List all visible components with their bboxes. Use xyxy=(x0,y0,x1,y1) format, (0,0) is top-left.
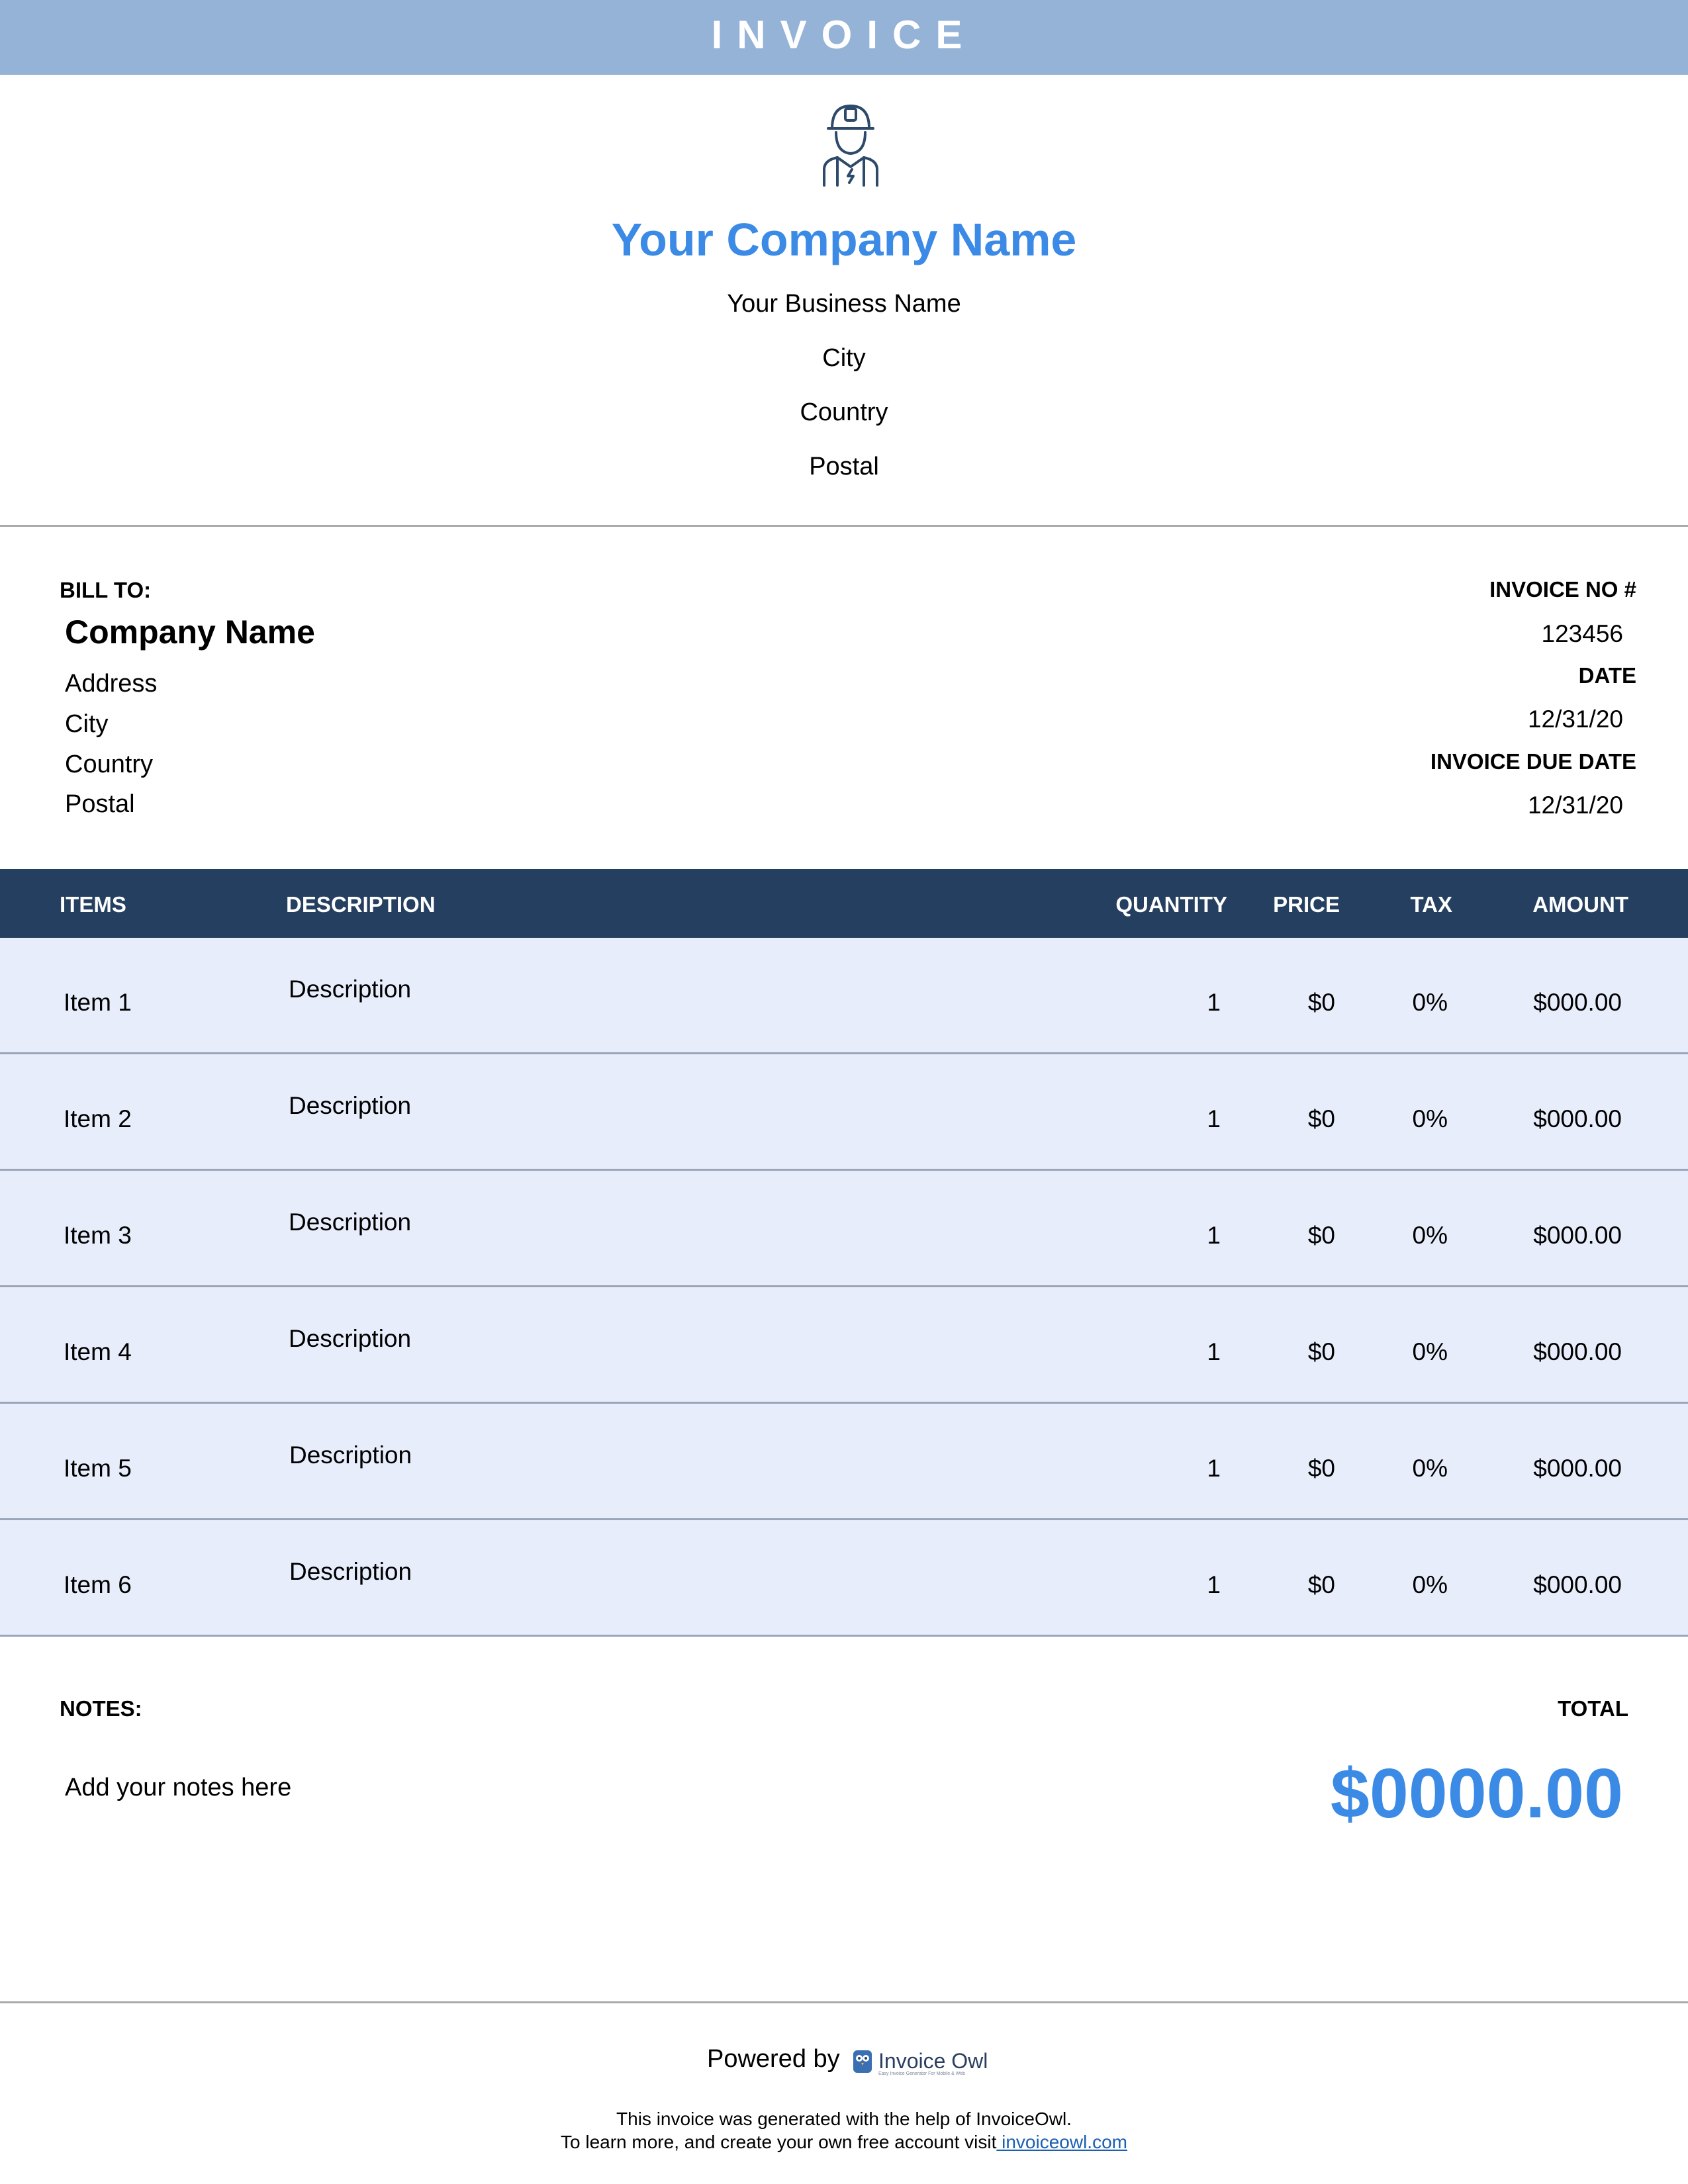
divider xyxy=(0,525,1688,527)
row-description: Description xyxy=(289,1092,412,1119)
invoice-no-label: INVOICE NO # xyxy=(1489,577,1636,602)
footer-line-1: This invoice was generated with the help of InvoiceOwl. xyxy=(616,2109,1072,2129)
row-description: Description xyxy=(289,1441,412,1469)
row-price: $0 xyxy=(1307,1338,1335,1365)
invoice-no-value: 123456 xyxy=(1541,620,1623,647)
row-amount: $000.00 xyxy=(1533,989,1622,1016)
company-name: Your Company Name xyxy=(611,214,1077,265)
row-tax: 0% xyxy=(1412,1222,1448,1249)
row-item: Item 3 xyxy=(64,1222,132,1249)
row-tax: 0% xyxy=(1412,1455,1448,1482)
bill-to-city: City xyxy=(65,710,109,738)
invoiceowl-tagline: Easy Invoice Generator For Mobile & Web xyxy=(878,2071,965,2076)
row-price: $0 xyxy=(1307,1455,1335,1482)
row-tax: 0% xyxy=(1412,1571,1448,1598)
column-header-price: PRICE xyxy=(1273,892,1340,917)
row-quantity: 1 xyxy=(1207,1222,1221,1249)
row-price: $0 xyxy=(1307,1105,1335,1132)
company-city: City xyxy=(822,344,866,372)
total-label: TOTAL xyxy=(1558,1696,1628,1721)
company-postal: Postal xyxy=(809,453,879,480)
column-header-amount: AMOUNT xyxy=(1532,892,1628,917)
row-tax: 0% xyxy=(1412,989,1448,1016)
bill-to-country: Country xyxy=(65,751,154,778)
row-description: Description xyxy=(289,1325,412,1352)
row-quantity: 1 xyxy=(1207,1455,1221,1482)
invoiceowl-brand-text: Invoice Owl xyxy=(878,2049,988,2073)
footer-divider xyxy=(0,2001,1688,2003)
row-item: Item 1 xyxy=(64,989,132,1016)
footer-line-2 xyxy=(0,2132,1688,2153)
column-header-description: DESCRIPTION xyxy=(286,892,436,917)
company-country: Country xyxy=(800,398,888,426)
row-tax: 0% xyxy=(1412,1338,1448,1365)
due-date-label: INVOICE DUE DATE xyxy=(1430,749,1636,774)
row-price: $0 xyxy=(1307,989,1335,1016)
notes-label: NOTES: xyxy=(60,1696,142,1721)
row-amount: $000.00 xyxy=(1533,1455,1622,1482)
notes-text: Add your notes here xyxy=(65,1774,292,1801)
column-header-quantity: QUANTITY xyxy=(1115,892,1227,917)
owl-icon xyxy=(853,2050,872,2073)
invoiceowl-link[interactable]: invoiceowl.com xyxy=(996,2132,1127,2152)
bill-to-label: BILL TO: xyxy=(60,578,152,602)
bill-to-address: Address xyxy=(65,670,158,698)
row-description: Description xyxy=(289,976,412,1003)
business-name: Your Business Name xyxy=(727,290,961,318)
row-amount: $000.00 xyxy=(1533,1105,1622,1132)
powered-by-label: Powered by xyxy=(707,2045,840,2073)
row-quantity: 1 xyxy=(1207,1571,1221,1598)
invoiceowl-logo[interactable] xyxy=(851,2046,988,2079)
total-amount: $0000.00 xyxy=(1330,1754,1623,1833)
footer-line-2-text: To learn more, and create your own free account visit xyxy=(561,2132,997,2152)
row-tax: 0% xyxy=(1412,1105,1448,1132)
row-item: Item 2 xyxy=(64,1105,132,1132)
row-amount: $000.00 xyxy=(1533,1222,1622,1249)
row-item: Item 6 xyxy=(64,1571,132,1598)
row-price: $0 xyxy=(1307,1222,1335,1249)
row-quantity: 1 xyxy=(1207,1338,1221,1365)
column-header-tax: TAX xyxy=(1410,892,1452,917)
worker-with-helmet-icon xyxy=(818,101,884,187)
row-amount: $000.00 xyxy=(1533,1571,1622,1598)
invoice-title: INVOICE xyxy=(711,13,977,57)
date-value: 12/31/20 xyxy=(1527,705,1623,733)
column-header-items: ITEMS xyxy=(60,892,126,917)
row-price: $0 xyxy=(1307,1571,1335,1598)
row-amount: $000.00 xyxy=(1533,1338,1622,1365)
row-description: Description xyxy=(289,1558,412,1585)
row-description: Description xyxy=(289,1208,412,1236)
bill-to-company: Company Name xyxy=(65,614,315,651)
date-label: DATE xyxy=(1578,663,1636,688)
row-quantity: 1 xyxy=(1207,989,1221,1016)
bill-to-postal: Postal xyxy=(65,790,135,818)
due-date-value: 12/31/20 xyxy=(1527,792,1623,819)
row-item: Item 4 xyxy=(64,1338,132,1365)
row-quantity: 1 xyxy=(1207,1105,1221,1132)
row-item: Item 5 xyxy=(64,1455,132,1482)
